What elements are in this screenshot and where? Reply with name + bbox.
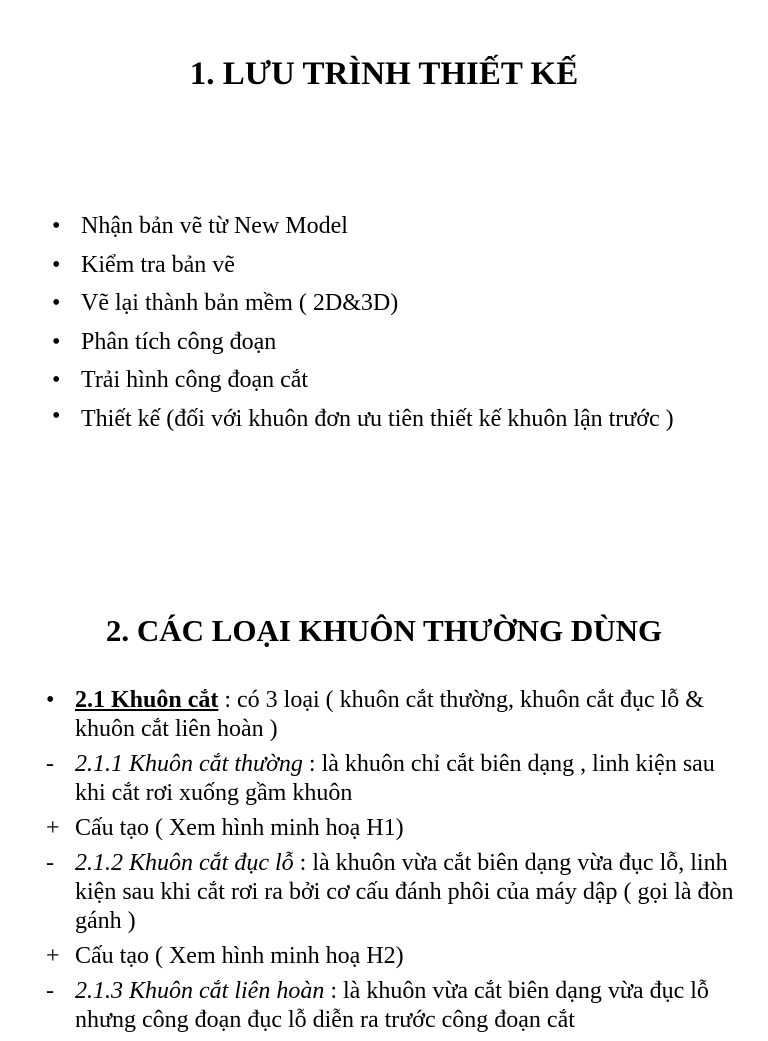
item-text: Cấu tạo ( Xem hình minh hoạ H1) (75, 815, 404, 841)
item-text: : là khuôn vừa cắt biên dạng vừa đục lỗ, linh kiện sau khi cắt rơi ra bởi cơ cấu đánh phôi của máy dập ( gọi là đòn gánh ) (75, 850, 734, 934)
item-heading: 2.1 Khuôn cắt (75, 687, 219, 713)
list-item (52, 284, 732, 323)
bullet-icon: • (52, 251, 61, 278)
list-item (52, 361, 732, 400)
list-item-text: Thiết kế (đối với khuôn đơn ưu tiên thiết kế khuôn lận trước ) (81, 405, 674, 432)
list-item (52, 207, 732, 246)
mold-types-list (46, 686, 736, 1041)
dash-marker: - (46, 850, 54, 876)
bullet-icon: • (52, 367, 61, 393)
item-text: Cấu tạo ( Xem hình minh hoạ H2) (75, 943, 404, 969)
list-item-text: Trải hình công đoạn cắt (81, 367, 309, 393)
section-1-title: 1. LƯU TRÌNH THIẾT KẾ (189, 56, 579, 92)
list-item (52, 400, 732, 435)
design-process-list (52, 207, 732, 435)
bullet-icon: • (46, 687, 55, 713)
plus-marker: + (46, 815, 60, 841)
list-item-khuon-cat-duc-lo (46, 849, 736, 936)
bullet-icon: • (52, 213, 61, 239)
list-item (52, 323, 732, 362)
list-item-text: Nhận bản vẽ từ New Model (81, 213, 348, 239)
bullet-icon: • (52, 328, 61, 355)
list-item-cau-tao-h1 (46, 814, 736, 843)
item-text: : có 3 loại ( khuôn cắt thường, khuôn cắt đục lỗ & khuôn cắt liên hoàn ) (75, 687, 704, 742)
list-item-khuon-cat (46, 686, 736, 744)
list-item-text: Vẽ lại thành bản mềm ( 2D&3D) (81, 290, 399, 316)
list-item-cau-tao-h2 (46, 942, 736, 971)
list-item-khuon-cat-thuong (46, 750, 736, 808)
list-item (52, 246, 732, 285)
item-heading: 2.1.2 Khuôn cắt đục lỗ (75, 850, 294, 876)
section-2-title: 2. CÁC LOẠI KHUÔN THƯỜNG DÙNG (105, 613, 663, 648)
dash-marker: - (46, 978, 54, 1004)
list-item-text: Kiểm tra bản vẽ (81, 251, 235, 278)
item-text: : là khuôn chỉ cắt biên dạng , linh kiện sau khi cắt rơi xuống gầm khuôn (75, 751, 715, 806)
item-heading: 2.1.1 Khuôn cắt thường (75, 751, 303, 777)
dash-marker: - (46, 751, 54, 777)
bullet-icon: • (52, 402, 61, 429)
plus-marker: + (46, 943, 60, 969)
list-item-khuon-cat-lien-hoan (46, 977, 736, 1035)
item-text: : là khuôn vừa cắt biên dạng vừa đục lỗ nhưng công đoạn đục lỗ diễn ra trước công đoạn cắt (75, 978, 709, 1033)
bullet-icon: • (52, 290, 61, 316)
list-item-text: Phân tích công đoạn (81, 328, 277, 355)
item-heading: 2.1.3 Khuôn cắt liên hoàn (75, 978, 325, 1004)
